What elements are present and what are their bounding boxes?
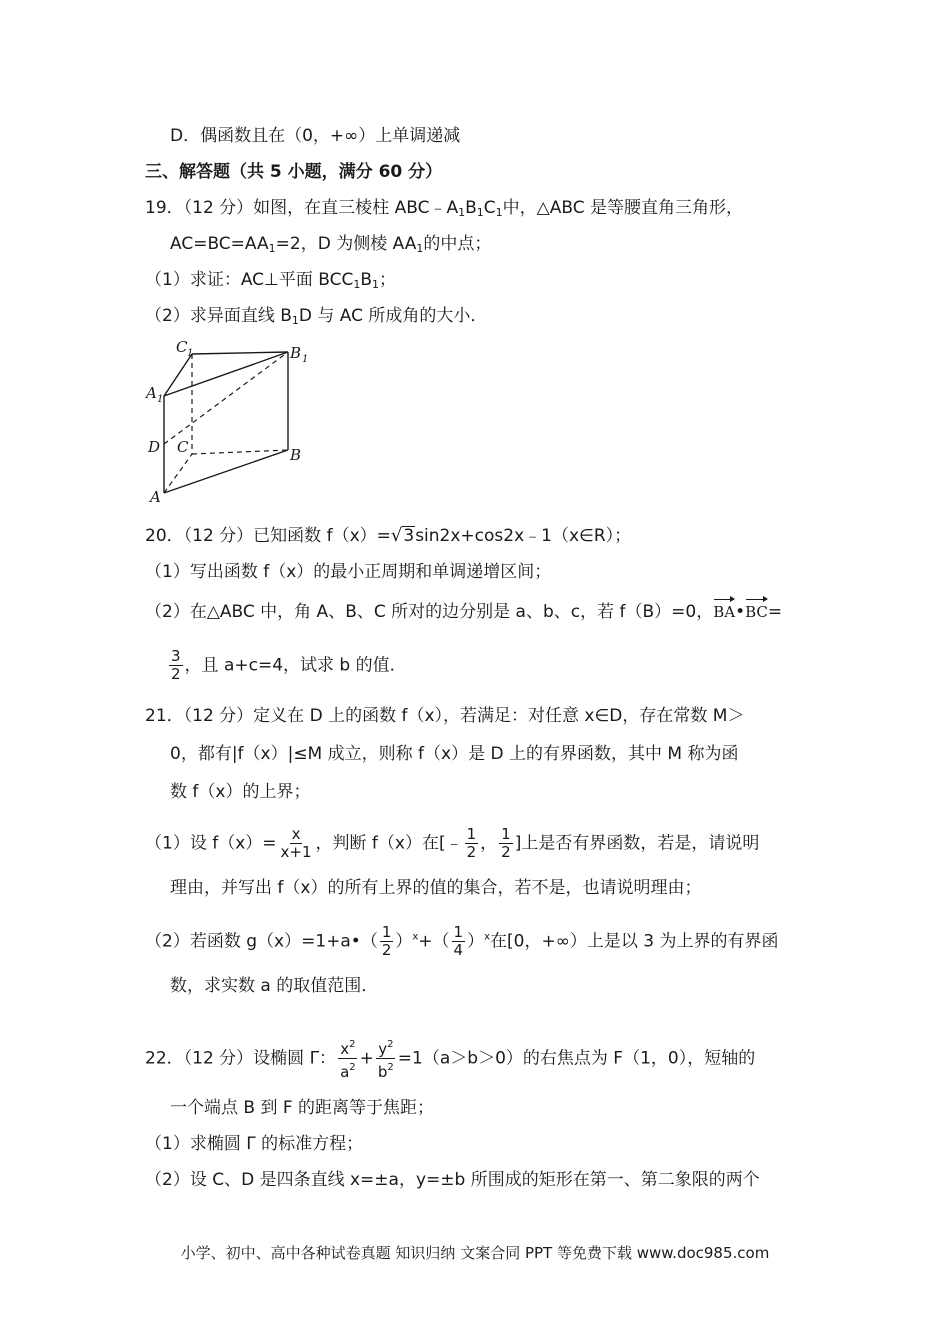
q19-line2: $AC=BC=AA_1=2$，D 为侧棱 $AA_1$的中点；: [170, 234, 492, 255]
q22-line1: 22．（12 分）设椭圆 Γ： $\frac{x^2}{a^2}$ + $\frac{y^2}{b^2}$ =1（a＞b＞0）的右焦点为 F（1，0），短轴的: [145, 1036, 755, 1081]
vector-ba: BA: [713, 596, 735, 624]
label-a1: A: [146, 384, 157, 402]
section-title: 三、解答题（共 5 小题，满分 60 分）: [145, 162, 443, 182]
q21-number: 21．: [145, 706, 184, 726]
edge-a-c-hidden: [164, 454, 192, 493]
edge-a1-b1: [164, 352, 288, 396]
label-d: D: [148, 438, 161, 456]
q19-number: 19．: [145, 198, 184, 218]
q21-part1: （1）设 f（x）= $\frac{x}{x+1}$ ，判断 f（x）在[﹣ $\frac{1}{2}$ ， $\frac{1}{2}$ ]上是否有界函数，若是，请说明: [145, 825, 760, 861]
edge-a1-c1: [164, 354, 192, 396]
q20-number: 20．: [145, 526, 184, 546]
fraction-x2-a2: $\frac{x^2}{a^2}$: [338, 1036, 358, 1081]
edge-c-b-hidden: [192, 450, 288, 454]
q20-part2: （2）在△ABC 中，角 A、B、C 所对的边分别是 a、b、c，若 f（B）=0，BA•BC=: [145, 596, 782, 624]
q21-line3: 数 f（x）的上界；: [170, 782, 311, 802]
q19-part2: （2）求异面直线 $B_1D$ 与 AC 所成角的大小．: [145, 306, 488, 327]
q21-line2: 0，都有|f（x）|≤M 成立，则称 f（x）是 D 上的有界函数，其中 M 称为函: [170, 744, 739, 764]
svg-text:1: 1: [302, 354, 309, 365]
q21-line1: 21．（12 分）定义在 D 上的函数 f（x），若满足：对任意 x∈D，存在常数 M＞: [145, 706, 745, 726]
svg-text:1: 1: [157, 394, 164, 405]
q19-part1: （1）求证：AC⊥平面 $BCC_1B_1$；: [145, 270, 397, 291]
edge-a-b: [164, 450, 288, 493]
q22-part1: （1）求椭圆 Γ 的标准方程；: [145, 1134, 364, 1154]
fraction-y2-b2: $\frac{y^2}{b^2}$: [376, 1036, 396, 1081]
label-b1: B: [290, 344, 302, 362]
q22-line2: 一个端点 B 到 F 的距离等于焦距；: [170, 1098, 435, 1118]
label-a: A: [150, 488, 161, 506]
fraction-3-2: $\frac{3}{2}$: [171, 647, 181, 683]
page-footer: 小学、初中、高中各种试卷真题 知识归纳 文案合同 PPT 等免费下载 www.doc985.com: [180, 1244, 770, 1262]
q18-option-d: D．偶函数且在（0，+∞）上单调递减: [170, 126, 461, 146]
segment-d-b1-hidden: [164, 352, 288, 444]
q19-line1: 19．（12 分）如图，在直三棱柱 $ABC﹣A_1B_1C_1$中，△ABC 是等腰直角三角形，: [145, 198, 743, 219]
q20-line1: 20．（12 分）已知函数 f（x）=√3sin2x+cos2x﹣1（x∈R）；: [145, 525, 632, 546]
fraction-x-over-x-plus-1: $\frac{x}{x+1}$: [280, 825, 312, 861]
q22-number: 22．: [145, 1048, 184, 1069]
label-c1: C: [176, 338, 188, 356]
edge-c1-b1: [192, 352, 288, 354]
vector-bc: BC: [745, 596, 768, 624]
svg-text:1: 1: [187, 348, 194, 359]
q20-part1: （1）写出函数 f（x）的最小正周期和单调递增区间；: [145, 562, 552, 582]
label-c: C: [177, 438, 189, 456]
q21-part2: （2）若函数 g（x）=1+a•（ $\frac{1}{2}$ ）$^x$+（ $\frac{1}{4}$ ）$^x$在[0，+∞）上是以 3 为上界的有界函: [145, 923, 779, 959]
q22-part2: （2）设 C、D 是四条直线 x=±a，y=±b 所围成的矩形在第一、第二象限的两个: [145, 1170, 760, 1190]
q21-part2-cont: 数，求实数 a 的取值范围．: [170, 976, 379, 996]
q20-part2-cont: $\frac{3}{2}$ ，且 a+c=4，试求 b 的值．: [171, 647, 407, 683]
q21-part1-cont: 理由，并写出 f（x）的所有上界的值的集合，若不是，也请说明理由；: [170, 878, 702, 898]
label-b: B: [290, 446, 302, 464]
prism-figure: [140, 336, 320, 508]
